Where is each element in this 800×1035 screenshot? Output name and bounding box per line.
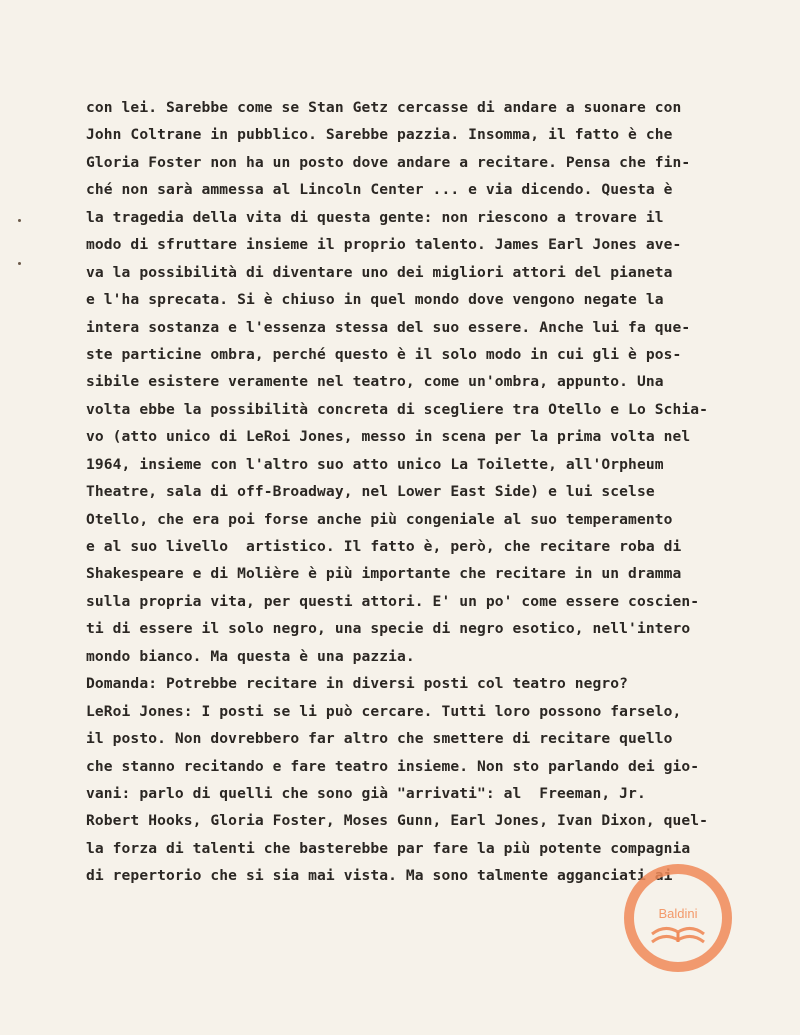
text-line: sibile esistere veramente nel teatro, come un'ombra, appunto. Una bbox=[86, 373, 664, 391]
text-line: il posto. Non dovrebbero far altro che smettere di recitare quello bbox=[86, 730, 673, 748]
text-line: sulla propria vita, per questi attori. E' un po' come essere coscien- bbox=[86, 592, 700, 610]
text-line: ti di essere il solo negro, una specie di negro esotico, nell'intero bbox=[86, 620, 691, 638]
text-line: intera sostanza e l'essenza stessa del suo essere. Anche lui fa que- bbox=[86, 318, 691, 336]
stamp-label: Baldini bbox=[658, 906, 698, 921]
text-line: vo (atto unico di LeRoi Jones, messo in scena per la prima volta nel bbox=[86, 428, 691, 446]
typewritten-text bbox=[86, 94, 776, 890]
baldini-library-stamp bbox=[622, 862, 734, 974]
text-line: volta ebbe la possibilità concreta di scegliere tra Otello e Lo Schia- bbox=[86, 400, 709, 418]
text-line: vani: parlo di quelli che sono già "arrivati": al Freeman, Jr. bbox=[86, 784, 646, 802]
text-line: e al suo livello artistico. Il fatto è, però, che recitare roba di bbox=[86, 538, 682, 555]
text-line: la tragedia della vita di questa gente: non riescono a trovare il bbox=[86, 208, 664, 226]
text-line: la forza di talenti che basterebbe par fare la più potente compagnia bbox=[86, 839, 691, 857]
text-line: e l'ha sprecata. Si è chiuso in quel mondo dove vengono negate la bbox=[86, 291, 664, 309]
text-line: mondo bianco. Ma questa è una pazzia. bbox=[86, 647, 415, 665]
text-line: di repertorio che si sia mai vista. Ma sono talmente agganciati ai bbox=[86, 867, 673, 885]
text-line: va la possibilità di diventare uno dei migliori attori del pianeta bbox=[86, 263, 673, 281]
text-line: Domanda: Potrebbe recitare in diversi posti col teatro negro? bbox=[86, 675, 629, 693]
text-line: ste particine ombra, perché questo è il solo modo in cui gli è pos- bbox=[86, 345, 682, 363]
text-line: modo di sfruttare insieme il proprio talento. James Earl Jones ave- bbox=[86, 236, 682, 254]
text-line: Shakespeare e di Molière è più importante che recitare in un dramma bbox=[86, 565, 682, 583]
text-line: Theatre, sala di off-Broadway, nel Lower East Side) e lui scelse bbox=[86, 483, 655, 501]
text-line: ché non sarà ammessa al Lincoln Center ... e via dicendo. Questa è bbox=[86, 181, 673, 199]
text-line: LeRoi Jones: I posti se li può cercare. Tutti loro possono farselo, bbox=[86, 702, 682, 720]
text-line: con lei. Sarebbe come se Stan Getz cercasse di andare a suonare con bbox=[86, 99, 682, 116]
text-line: Gloria Foster non ha un posto dove andare a recitare. Pensa che fin- bbox=[86, 153, 691, 171]
text-line: Otello, che era poi forse anche più congeniale al suo temperamento bbox=[86, 510, 673, 528]
text-line: 1964, insieme con l'altro suo atto unico La Toilette, all'Orpheum bbox=[86, 455, 664, 473]
text-line: John Coltrane in pubblico. Sarebbe pazzia. Insomma, il fatto è che bbox=[86, 126, 673, 144]
paper-speck bbox=[18, 219, 21, 222]
paper-speck bbox=[18, 262, 21, 265]
text-line: Robert Hooks, Gloria Foster, Moses Gunn, Earl Jones, Ivan Dixon, quel- bbox=[86, 812, 709, 830]
text-line: che stanno recitando e fare teatro insieme. Non sto parlando dei gio- bbox=[86, 757, 700, 775]
